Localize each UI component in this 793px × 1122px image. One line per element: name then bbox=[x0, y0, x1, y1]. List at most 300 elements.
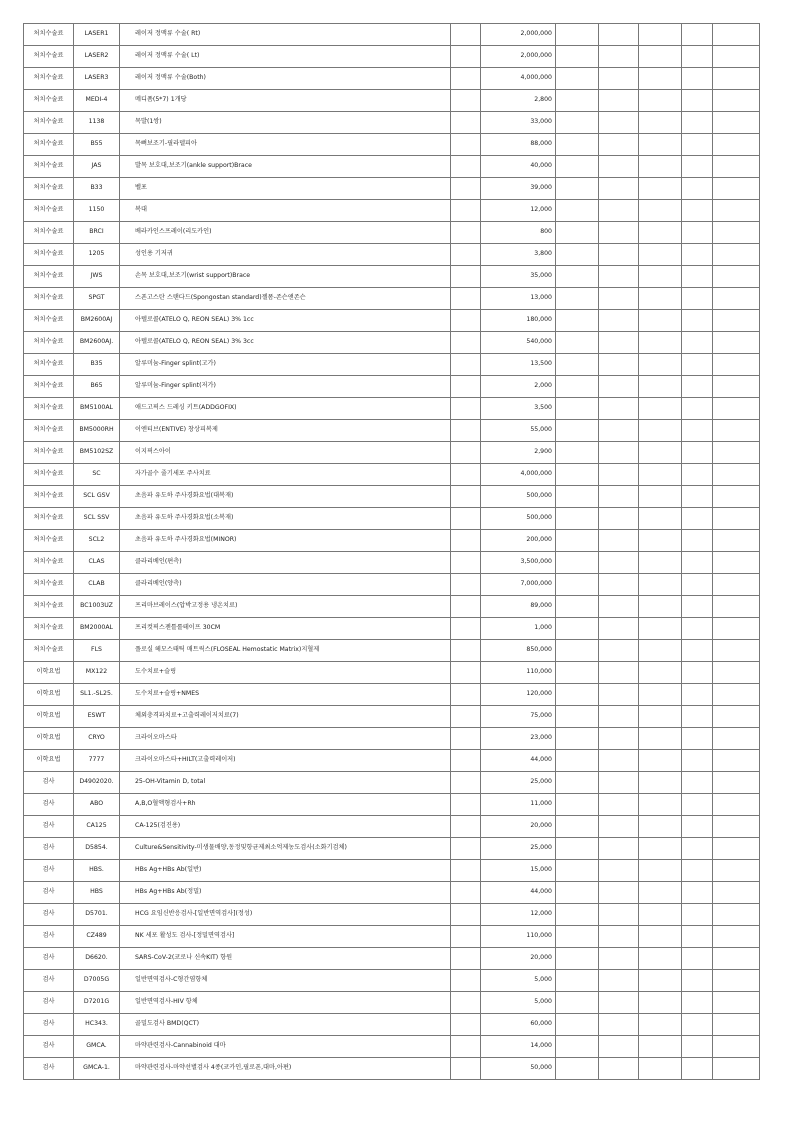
empty-cell bbox=[682, 486, 713, 508]
category-cell: 처치수술료 bbox=[24, 310, 74, 332]
category-cell: 검사 bbox=[24, 1058, 74, 1080]
code-cell: D4902020. bbox=[74, 772, 120, 794]
empty-cell bbox=[556, 288, 599, 310]
empty-cell bbox=[682, 970, 713, 992]
empty-cell bbox=[639, 684, 682, 706]
price-cell: 50,000 bbox=[481, 1058, 556, 1080]
item-name-cell: 이지픽스아이 bbox=[120, 442, 451, 464]
price-cell: 5,000 bbox=[481, 992, 556, 1014]
empty-cell bbox=[639, 1014, 682, 1036]
empty-cell bbox=[556, 706, 599, 728]
empty-cell bbox=[713, 1014, 760, 1036]
empty-cell bbox=[639, 750, 682, 772]
item-name-cell: 마약관련검사-마약선별검사 4종(코카인,필로폰,대마,아편) bbox=[120, 1058, 451, 1080]
empty-cell bbox=[451, 354, 481, 376]
empty-cell bbox=[556, 332, 599, 354]
table-row bbox=[24, 750, 760, 772]
empty-cell bbox=[599, 24, 639, 46]
item-name-cell: 발목 보호대,보조기(ankle support)Brace bbox=[120, 156, 451, 178]
empty-cell bbox=[682, 860, 713, 882]
empty-cell bbox=[599, 1036, 639, 1058]
empty-cell bbox=[713, 244, 760, 266]
price-cell: 55,000 bbox=[481, 420, 556, 442]
empty-cell bbox=[599, 420, 639, 442]
empty-cell bbox=[599, 1058, 639, 1080]
empty-cell bbox=[556, 1036, 599, 1058]
empty-cell bbox=[682, 288, 713, 310]
empty-cell bbox=[556, 420, 599, 442]
price-cell: 4,000,000 bbox=[481, 464, 556, 486]
empty-cell bbox=[451, 992, 481, 1014]
empty-cell bbox=[451, 684, 481, 706]
code-cell: BM5000RH bbox=[74, 420, 120, 442]
empty-cell bbox=[713, 508, 760, 530]
category-cell: 처치수술료 bbox=[24, 90, 74, 112]
empty-cell bbox=[451, 244, 481, 266]
price-cell: 2,000,000 bbox=[481, 46, 556, 68]
empty-cell bbox=[639, 244, 682, 266]
empty-cell bbox=[556, 134, 599, 156]
empty-cell bbox=[713, 354, 760, 376]
item-name-cell: SARS-CoV-2(코로나 신속KIT) 항원 bbox=[120, 948, 451, 970]
empty-cell bbox=[713, 926, 760, 948]
price-cell: 39,000 bbox=[481, 178, 556, 200]
empty-cell bbox=[713, 574, 760, 596]
empty-cell bbox=[682, 68, 713, 90]
empty-cell bbox=[682, 640, 713, 662]
empty-cell bbox=[682, 332, 713, 354]
item-name-cell: HBs Ag+HBs Ab(정밀) bbox=[120, 882, 451, 904]
item-name-cell: 레이저 정맥류 수술( Lt) bbox=[120, 46, 451, 68]
table-row bbox=[24, 398, 760, 420]
item-name-cell: 체외충격파치료+고출력레이저치료(7) bbox=[120, 706, 451, 728]
empty-cell bbox=[639, 926, 682, 948]
item-name-cell: NK 세포 활성도 검사-[정밀면역검사] bbox=[120, 926, 451, 948]
empty-cell bbox=[599, 816, 639, 838]
category-cell: 처치수술료 bbox=[24, 640, 74, 662]
empty-cell bbox=[451, 596, 481, 618]
empty-cell bbox=[451, 222, 481, 244]
empty-cell bbox=[639, 838, 682, 860]
empty-cell bbox=[639, 332, 682, 354]
empty-cell bbox=[556, 310, 599, 332]
table-row bbox=[24, 970, 760, 992]
empty-cell bbox=[713, 464, 760, 486]
empty-cell bbox=[556, 882, 599, 904]
empty-cell bbox=[713, 310, 760, 332]
code-cell: D7005G bbox=[74, 970, 120, 992]
empty-cell bbox=[556, 486, 599, 508]
table-row bbox=[24, 442, 760, 464]
price-cell: 500,000 bbox=[481, 486, 556, 508]
table-row bbox=[24, 24, 760, 46]
category-cell: 처치수술료 bbox=[24, 24, 74, 46]
empty-cell bbox=[451, 706, 481, 728]
price-cell: 120,000 bbox=[481, 684, 556, 706]
empty-cell bbox=[599, 112, 639, 134]
empty-cell bbox=[639, 266, 682, 288]
empty-cell bbox=[639, 90, 682, 112]
empty-cell bbox=[556, 1058, 599, 1080]
empty-cell bbox=[682, 222, 713, 244]
empty-cell bbox=[451, 486, 481, 508]
empty-cell bbox=[556, 68, 599, 90]
price-cell: 3,800 bbox=[481, 244, 556, 266]
code-cell: LASER2 bbox=[74, 46, 120, 68]
code-cell: B65 bbox=[74, 376, 120, 398]
table-row bbox=[24, 464, 760, 486]
table-row bbox=[24, 948, 760, 970]
code-cell: 1205 bbox=[74, 244, 120, 266]
empty-cell bbox=[556, 904, 599, 926]
price-cell: 33,000 bbox=[481, 112, 556, 134]
empty-cell bbox=[556, 838, 599, 860]
code-cell: BM2000AL bbox=[74, 618, 120, 640]
item-name-cell: 알루미늄-Finger splint(고가) bbox=[120, 354, 451, 376]
empty-cell bbox=[682, 134, 713, 156]
empty-cell bbox=[713, 882, 760, 904]
empty-cell bbox=[556, 156, 599, 178]
item-name-cell: 일반면역검사-C형간염항체 bbox=[120, 970, 451, 992]
table-row bbox=[24, 288, 760, 310]
category-cell: 처치수술료 bbox=[24, 178, 74, 200]
empty-cell bbox=[599, 596, 639, 618]
category-cell: 처치수술료 bbox=[24, 222, 74, 244]
table-row bbox=[24, 354, 760, 376]
item-name-cell: 이엔티브(ENTIVE) 창상피복제 bbox=[120, 420, 451, 442]
empty-cell bbox=[713, 90, 760, 112]
item-name-cell: 초음파 유도하 주사경화요법(대복재) bbox=[120, 486, 451, 508]
empty-cell bbox=[639, 860, 682, 882]
empty-cell bbox=[451, 860, 481, 882]
empty-cell bbox=[451, 794, 481, 816]
empty-cell bbox=[713, 112, 760, 134]
price-cell: 15,000 bbox=[481, 860, 556, 882]
empty-cell bbox=[639, 376, 682, 398]
empty-cell bbox=[451, 926, 481, 948]
table-row bbox=[24, 662, 760, 684]
item-name-cell: 프리컷픽스젠틀롤테이프 30CM bbox=[120, 618, 451, 640]
empty-cell bbox=[639, 662, 682, 684]
empty-cell bbox=[451, 134, 481, 156]
category-cell: 처치수술료 bbox=[24, 244, 74, 266]
item-name-cell: 플로실 헤모스태틱 매트릭스(FLOSEAL Hemostatic Matrix)지혈제 bbox=[120, 640, 451, 662]
code-cell: ESWT bbox=[74, 706, 120, 728]
category-cell: 검사 bbox=[24, 882, 74, 904]
code-cell: D5701. bbox=[74, 904, 120, 926]
category-cell: 처치수술료 bbox=[24, 464, 74, 486]
empty-cell bbox=[451, 618, 481, 640]
category-cell: 처치수술료 bbox=[24, 552, 74, 574]
empty-cell bbox=[451, 772, 481, 794]
price-cell: 20,000 bbox=[481, 816, 556, 838]
empty-cell bbox=[713, 750, 760, 772]
empty-cell bbox=[556, 618, 599, 640]
empty-cell bbox=[713, 684, 760, 706]
empty-cell bbox=[713, 772, 760, 794]
table-row bbox=[24, 838, 760, 860]
category-cell: 이학요법 bbox=[24, 750, 74, 772]
empty-cell bbox=[599, 772, 639, 794]
item-name-cell: 일반면역검사-HIV 항체 bbox=[120, 992, 451, 1014]
empty-cell bbox=[713, 1036, 760, 1058]
empty-cell bbox=[682, 926, 713, 948]
empty-cell bbox=[451, 1014, 481, 1036]
empty-cell bbox=[682, 904, 713, 926]
empty-cell bbox=[682, 90, 713, 112]
table-row bbox=[24, 530, 760, 552]
code-cell: SPGT bbox=[74, 288, 120, 310]
empty-cell bbox=[599, 948, 639, 970]
price-cell: 12,000 bbox=[481, 904, 556, 926]
category-cell: 처치수술료 bbox=[24, 420, 74, 442]
empty-cell bbox=[639, 288, 682, 310]
empty-cell bbox=[682, 178, 713, 200]
empty-cell bbox=[713, 860, 760, 882]
item-name-cell: 손목 보호대,보조기(wrist support)Brace bbox=[120, 266, 451, 288]
empty-cell bbox=[639, 992, 682, 1014]
empty-cell bbox=[682, 552, 713, 574]
empty-cell bbox=[599, 992, 639, 1014]
empty-cell bbox=[556, 552, 599, 574]
category-cell: 검사 bbox=[24, 948, 74, 970]
table-row bbox=[24, 178, 760, 200]
empty-cell bbox=[451, 1058, 481, 1080]
empty-cell bbox=[451, 530, 481, 552]
empty-cell bbox=[713, 46, 760, 68]
empty-cell bbox=[639, 618, 682, 640]
empty-cell bbox=[556, 750, 599, 772]
empty-cell bbox=[599, 464, 639, 486]
empty-cell bbox=[556, 244, 599, 266]
fee-table bbox=[23, 23, 760, 1080]
empty-cell bbox=[556, 464, 599, 486]
empty-cell bbox=[682, 1036, 713, 1058]
table-row bbox=[24, 134, 760, 156]
code-cell: SCL GSV bbox=[74, 486, 120, 508]
empty-cell bbox=[713, 596, 760, 618]
empty-cell bbox=[713, 222, 760, 244]
empty-cell bbox=[599, 332, 639, 354]
item-name-cell: 목발(1쌍) bbox=[120, 112, 451, 134]
item-name-cell: 초음파 유도하 주사경화요법(소복재) bbox=[120, 508, 451, 530]
empty-cell bbox=[682, 684, 713, 706]
empty-cell bbox=[556, 530, 599, 552]
price-cell: 500,000 bbox=[481, 508, 556, 530]
price-cell: 110,000 bbox=[481, 662, 556, 684]
empty-cell bbox=[451, 310, 481, 332]
empty-cell bbox=[682, 948, 713, 970]
empty-cell bbox=[682, 266, 713, 288]
code-cell: 7777 bbox=[74, 750, 120, 772]
code-cell: LASER3 bbox=[74, 68, 120, 90]
empty-cell bbox=[713, 68, 760, 90]
empty-cell bbox=[713, 1058, 760, 1080]
code-cell: HC343. bbox=[74, 1014, 120, 1036]
category-cell: 처치수술료 bbox=[24, 288, 74, 310]
empty-cell bbox=[451, 882, 481, 904]
item-name-cell: 베라카인스프레이(리도카인) bbox=[120, 222, 451, 244]
empty-cell bbox=[451, 420, 481, 442]
table-row bbox=[24, 90, 760, 112]
table-row bbox=[24, 266, 760, 288]
empty-cell bbox=[713, 24, 760, 46]
empty-cell bbox=[713, 662, 760, 684]
empty-cell bbox=[599, 200, 639, 222]
code-cell: BC1003UZ bbox=[74, 596, 120, 618]
price-cell: 2,000 bbox=[481, 376, 556, 398]
code-cell: SL1.-SL25. bbox=[74, 684, 120, 706]
empty-cell bbox=[556, 970, 599, 992]
price-cell: 35,000 bbox=[481, 266, 556, 288]
code-cell: D7201G bbox=[74, 992, 120, 1014]
empty-cell bbox=[639, 816, 682, 838]
table-row bbox=[24, 772, 760, 794]
item-name-cell: 마약관련검사-Cannabinoid 대마 bbox=[120, 1036, 451, 1058]
empty-cell bbox=[556, 728, 599, 750]
empty-cell bbox=[451, 728, 481, 750]
empty-cell bbox=[639, 882, 682, 904]
empty-cell bbox=[599, 90, 639, 112]
price-cell: 3,500,000 bbox=[481, 552, 556, 574]
code-cell: MX122 bbox=[74, 662, 120, 684]
empty-cell bbox=[639, 640, 682, 662]
empty-cell bbox=[639, 134, 682, 156]
empty-cell bbox=[639, 530, 682, 552]
empty-cell bbox=[682, 596, 713, 618]
table-row bbox=[24, 618, 760, 640]
empty-cell bbox=[639, 574, 682, 596]
code-cell: CZ489 bbox=[74, 926, 120, 948]
price-cell: 13,000 bbox=[481, 288, 556, 310]
empty-cell bbox=[599, 266, 639, 288]
code-cell: HBS. bbox=[74, 860, 120, 882]
empty-cell bbox=[713, 794, 760, 816]
empty-cell bbox=[556, 596, 599, 618]
empty-cell bbox=[639, 970, 682, 992]
empty-cell bbox=[599, 398, 639, 420]
empty-cell bbox=[599, 860, 639, 882]
empty-cell bbox=[599, 310, 639, 332]
empty-cell bbox=[451, 24, 481, 46]
empty-cell bbox=[682, 816, 713, 838]
empty-cell bbox=[639, 772, 682, 794]
empty-cell bbox=[639, 486, 682, 508]
item-name-cell: 프리마브레이스(압박고정용 냉온치료) bbox=[120, 596, 451, 618]
item-name-cell: 클라리베인(편측) bbox=[120, 552, 451, 574]
empty-cell bbox=[639, 904, 682, 926]
empty-cell bbox=[599, 244, 639, 266]
price-cell: 850,000 bbox=[481, 640, 556, 662]
empty-cell bbox=[713, 200, 760, 222]
price-cell: 44,000 bbox=[481, 882, 556, 904]
category-cell: 이학요법 bbox=[24, 684, 74, 706]
empty-cell bbox=[639, 310, 682, 332]
empty-cell bbox=[713, 640, 760, 662]
empty-cell bbox=[556, 90, 599, 112]
empty-cell bbox=[713, 442, 760, 464]
price-cell: 88,000 bbox=[481, 134, 556, 156]
table-row bbox=[24, 574, 760, 596]
price-cell: 110,000 bbox=[481, 926, 556, 948]
item-name-cell: 크라이오마스타+HILT(고출력레이저) bbox=[120, 750, 451, 772]
empty-cell bbox=[451, 750, 481, 772]
price-cell: 20,000 bbox=[481, 948, 556, 970]
empty-cell bbox=[713, 486, 760, 508]
table-row bbox=[24, 112, 760, 134]
item-name-cell: HBs Ag+HBs Ab(일반) bbox=[120, 860, 451, 882]
price-cell: 2,000,000 bbox=[481, 24, 556, 46]
empty-cell bbox=[556, 442, 599, 464]
price-cell: 14,000 bbox=[481, 1036, 556, 1058]
table-row bbox=[24, 68, 760, 90]
category-cell: 검사 bbox=[24, 904, 74, 926]
empty-cell bbox=[682, 354, 713, 376]
empty-cell bbox=[599, 794, 639, 816]
empty-cell bbox=[599, 882, 639, 904]
empty-cell bbox=[451, 640, 481, 662]
table-row bbox=[24, 794, 760, 816]
empty-cell bbox=[682, 442, 713, 464]
category-cell: 검사 bbox=[24, 970, 74, 992]
category-cell: 검사 bbox=[24, 992, 74, 1014]
empty-cell bbox=[599, 68, 639, 90]
item-name-cell: 성인용 기저귀 bbox=[120, 244, 451, 266]
category-cell: 처치수술료 bbox=[24, 574, 74, 596]
category-cell: 검사 bbox=[24, 816, 74, 838]
empty-cell bbox=[451, 266, 481, 288]
empty-cell bbox=[451, 904, 481, 926]
empty-cell bbox=[639, 1058, 682, 1080]
table-row bbox=[24, 728, 760, 750]
empty-cell bbox=[556, 794, 599, 816]
price-cell: 2,800 bbox=[481, 90, 556, 112]
empty-cell bbox=[682, 772, 713, 794]
empty-cell bbox=[556, 200, 599, 222]
category-cell: 처치수술료 bbox=[24, 68, 74, 90]
empty-cell bbox=[682, 24, 713, 46]
empty-cell bbox=[451, 288, 481, 310]
item-name-cell: 클라리베인(양측) bbox=[120, 574, 451, 596]
empty-cell bbox=[713, 398, 760, 420]
price-cell: 3,500 bbox=[481, 398, 556, 420]
empty-cell bbox=[451, 156, 481, 178]
empty-cell bbox=[713, 178, 760, 200]
empty-cell bbox=[713, 706, 760, 728]
empty-cell bbox=[556, 948, 599, 970]
empty-cell bbox=[556, 178, 599, 200]
code-cell: D6620. bbox=[74, 948, 120, 970]
category-cell: 처치수술료 bbox=[24, 376, 74, 398]
empty-cell bbox=[556, 112, 599, 134]
empty-cell bbox=[451, 816, 481, 838]
empty-cell bbox=[639, 112, 682, 134]
empty-cell bbox=[599, 904, 639, 926]
category-cell: 처치수술료 bbox=[24, 398, 74, 420]
item-name-cell: 아텔로콜(ATELO Q, REON SEAL) 3% 3cc bbox=[120, 332, 451, 354]
empty-cell bbox=[639, 442, 682, 464]
empty-cell bbox=[682, 1014, 713, 1036]
empty-cell bbox=[713, 948, 760, 970]
code-cell: GMCA-1. bbox=[74, 1058, 120, 1080]
code-cell: 1150 bbox=[74, 200, 120, 222]
category-cell: 검사 bbox=[24, 926, 74, 948]
empty-cell bbox=[599, 376, 639, 398]
empty-cell bbox=[451, 90, 481, 112]
table-row bbox=[24, 1014, 760, 1036]
category-cell: 처치수술료 bbox=[24, 46, 74, 68]
empty-cell bbox=[639, 156, 682, 178]
